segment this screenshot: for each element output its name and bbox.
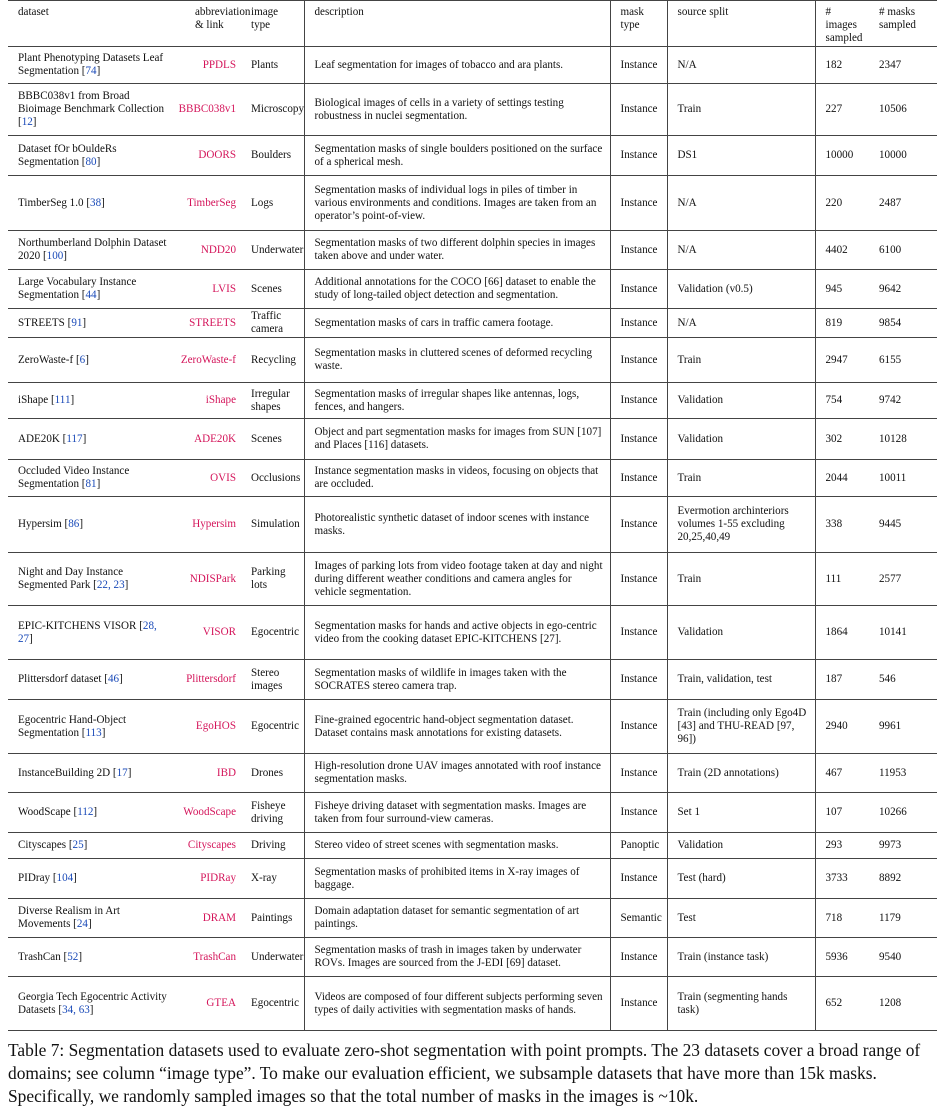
image-type-cell: Egocentric [251, 626, 300, 638]
masks-sampled-cell: 2577 [879, 572, 902, 585]
masks-sampled-cell: 10141 [879, 626, 907, 638]
description-cell: Object and part segmentation masks for images from SUN [107] and Places [116] datasets. [304, 419, 610, 460]
mask-type-cell: Instance [610, 176, 667, 231]
header-abbreviation: abbreviation & link [195, 6, 251, 31]
masks-sampled-cell: 2347 [879, 58, 902, 71]
source-split-cell: Train, validation, test [667, 660, 815, 700]
images-sampled-cell: 293 [815, 833, 869, 859]
description-cell: Images of parking lots from video footage taken at day and night during different weather conditions and camera angles for vehicle segmentation. [304, 553, 610, 606]
description-cell: Segmentation masks of prohibited items in X-ray images of baggage. [304, 859, 610, 899]
mask-type-cell: Instance [610, 270, 667, 309]
dataset-name-cell: Occluded Video Instance Segmentation [81] [18, 465, 130, 490]
dataset-name-cell: iShape [111] [18, 394, 75, 406]
dataset-name-cell: Plittersdorf dataset [46] [18, 673, 123, 685]
image-type-cell: Paintings [251, 911, 293, 924]
images-sampled-cell: 107 [815, 793, 869, 833]
dataset-name: Egocentric Hand-Object Segmentation [18, 713, 127, 739]
source-split-cell: Train (segmenting hands task) [667, 977, 815, 1031]
images-sampled-cell: 4402 [815, 231, 869, 270]
image-type-cell: Fisheye driving [251, 799, 286, 825]
table-row [8, 660, 937, 700]
table-row [8, 497, 937, 553]
abbreviation-link[interactable]: STREETS [189, 316, 236, 329]
mask-type-cell: Instance [610, 497, 667, 553]
citation-link[interactable]: 22, 23 [96, 579, 125, 591]
abbreviation-link[interactable]: ZeroWaste-f [180, 353, 236, 366]
citation-link[interactable]: 91 [71, 316, 83, 329]
images-sampled-cell: 182 [815, 47, 869, 84]
datasets-table [8, 0, 937, 1031]
masks-sampled-cell: 2487 [879, 196, 902, 209]
citation-link[interactable]: 24 [76, 918, 88, 930]
dataset-name: WoodScape [18, 806, 71, 818]
source-split-cell: Validation [667, 606, 815, 660]
source-split-cell: N/A [667, 309, 815, 338]
description-cell: Segmentation masks of cars in traffic camera footage. [304, 309, 610, 338]
dataset-name: Northumberland Dolphin Dataset 2020 [18, 237, 167, 262]
description-cell: Videos are composed of four different subjects performing seven types of daily activities with segmentation masks of hands. [304, 977, 610, 1031]
abbreviation-link[interactable]: NDD20 [200, 243, 236, 256]
dataset-name: BBBC038v1 from Broad Bioimage Benchmark Collection [18, 90, 165, 115]
description-cell: Domain adaptation dataset for semantic segmentation of art paintings. [304, 899, 610, 938]
description-cell: Additional annotations for the COCO [66] dataset to enable the study of long-tailed object detection and segmentation. [304, 270, 610, 309]
header-images-sampled: # images sampled [815, 1, 869, 47]
description-cell: High-resolution drone UAV images annotated with roof instance segmentation masks. [304, 754, 610, 793]
dataset-name-cell: STREETS [91] [18, 316, 87, 329]
table-row [8, 754, 937, 793]
mask-type-cell: Instance [610, 938, 667, 977]
masks-sampled-cell: 10011 [879, 471, 907, 484]
image-type-cell: Underwater [251, 243, 304, 256]
dataset-name-cell: Egocentric Hand-Object Segmentation [113] [18, 713, 127, 739]
mask-type-cell: Instance [610, 136, 667, 176]
table-header-row [8, 1, 937, 47]
description-cell: Fisheye driving dataset with segmentation masks. Images are taken from four surround-view cameras. [304, 793, 610, 833]
table-row [8, 419, 937, 460]
image-type-cell: Traffic camera [251, 310, 284, 335]
images-sampled-cell: 754 [815, 383, 869, 419]
source-split-cell: Validation [667, 383, 815, 419]
table-row [8, 338, 937, 383]
abbreviation-link[interactable]: LVIS [212, 282, 236, 295]
dataset-name: TimberSeg 1.0 [18, 196, 84, 209]
mask-type-cell: Instance [610, 977, 667, 1031]
mask-type-cell: Instance [610, 606, 667, 660]
dataset-name-cell: TimberSeg 1.0 [38] [18, 196, 105, 209]
citation-link[interactable]: 44 [85, 289, 97, 301]
abbreviation-link[interactable]: BBBC038v1 [178, 103, 236, 115]
abbreviation-link[interactable]: Cityscapes [187, 839, 236, 851]
abbreviation-link[interactable]: TimberSeg [187, 196, 236, 209]
citation-link[interactable]: 112 [77, 806, 94, 818]
citation-link[interactable]: 111 [54, 394, 71, 406]
masks-sampled-cell: 6100 [879, 243, 902, 256]
abbreviation-link[interactable]: Hypersim [192, 518, 236, 530]
citation-link[interactable]: 104 [56, 872, 74, 884]
masks-sampled-cell: 11953 [879, 766, 907, 779]
image-type-cell: Drones [251, 766, 284, 779]
dataset-name-cell: Northumberland Dolphin Dataset 2020 [100] [18, 237, 167, 262]
source-split-cell: Validation [667, 833, 815, 859]
images-sampled-cell: 111 [815, 553, 869, 606]
masks-sampled-cell: 6155 [879, 353, 902, 366]
description-cell: Segmentation masks of wildlife in images taken with the SOCRATES stereo camera trap. [304, 660, 610, 700]
mask-type-cell: Instance [610, 231, 667, 270]
dataset-name: PIDray [18, 872, 51, 884]
image-type-cell: Underwater [251, 950, 304, 963]
citation-link[interactable]: 12 [21, 116, 33, 128]
description-cell: Segmentation masks of trash in images taken by underwater ROVs. Images are sourced from the J-EDI [69] dataset. [304, 938, 610, 977]
mask-type-cell: Panoptic [610, 833, 667, 859]
dataset-name-cell: Hypersim [86] [18, 518, 84, 530]
header-image-type: image type [251, 6, 279, 31]
dataset-name-cell: Night and Day Instance Segmented Park [22, 23] [18, 566, 129, 591]
mask-type-cell: Instance [610, 553, 667, 606]
masks-sampled-cell: 9961 [879, 720, 902, 732]
source-split-cell: Train [667, 553, 815, 606]
table-caption: Table 7: Segmentation datasets used to evaluate zero-shot segmentation with point prompts. The 23 datasets cover a broad range of domains; see column “image type”. To make our evaluation efficient, we subsample datasets that have more than 15k masks. Specifically, we randomly sampled images so that the total number of masks in the images is ~10k. [8, 1040, 921, 1106]
abbreviation-link[interactable]: EgoHOS [195, 720, 236, 732]
dataset-name-cell: WoodScape [112] [18, 806, 98, 818]
abbreviation-link[interactable]: TrashCan [193, 950, 236, 963]
image-type-cell: Egocentric [251, 720, 300, 732]
images-sampled-cell: 2947 [815, 338, 869, 383]
mask-type-cell: Instance [610, 47, 667, 84]
image-type-cell: Boulders [251, 149, 292, 161]
table-row [8, 977, 937, 1031]
mask-type-cell: Instance [610, 660, 667, 700]
table-row [8, 859, 937, 899]
citation-link[interactable]: 113 [85, 726, 102, 739]
table-row [8, 700, 937, 754]
source-split-cell: Train [667, 84, 815, 136]
description-cell: Segmentation masks of single boulders positioned on the surface of a spherical mesh. [304, 136, 610, 176]
source-split-cell: Train [667, 460, 815, 497]
dataset-name-cell: InstanceBuilding 2D [17] [18, 766, 132, 779]
header-masks-sampled: # masks sampled [879, 6, 916, 31]
table-row [8, 231, 937, 270]
table-row [8, 899, 937, 938]
masks-sampled-cell: 1208 [879, 997, 902, 1009]
table-row [8, 793, 937, 833]
image-type-cell: Occlusions [251, 471, 301, 484]
masks-sampled-cell: 8892 [879, 872, 902, 884]
mask-type-cell: Instance [610, 383, 667, 419]
dataset-name-cell: ADE20K [117] [18, 432, 87, 445]
masks-sampled-cell: 9642 [879, 282, 902, 295]
mask-type-cell: Instance [610, 309, 667, 338]
images-sampled-cell: 220 [815, 176, 869, 231]
description-cell: Biological images of cells in a variety of settings testing robustness in nuclei segmentation. [304, 84, 610, 136]
citation-link[interactable]: 17 [116, 766, 128, 779]
images-sampled-cell: 945 [815, 270, 869, 309]
image-type-cell: Plants [251, 58, 279, 71]
description-cell: Segmentation masks of irregular shapes like antennas, logs, fences, and hangers. [304, 383, 610, 419]
header-dataset: dataset [18, 6, 49, 18]
source-split-cell: Validation (v0.5) [667, 270, 815, 309]
image-type-cell: Egocentric [251, 997, 300, 1009]
dataset-name-cell: EPIC-KITCHENS VISOR [28, 27] [18, 619, 157, 645]
description-cell: Segmentation masks of two different dolphin species in images taken above and under water. [304, 231, 610, 270]
image-type-cell: Scenes [251, 282, 282, 295]
dataset-name-cell: Georgia Tech Egocentric Activity Datasets [34, 63] [18, 990, 167, 1016]
images-sampled-cell: 227 [815, 84, 869, 136]
dataset-name-cell: TrashCan [52] [18, 950, 83, 963]
image-type-cell: Irregular shapes [251, 387, 290, 413]
image-type-cell: Logs [251, 196, 274, 209]
mask-type-cell: Instance [610, 84, 667, 136]
abbreviation-link[interactable]: Plittersdorf [186, 673, 236, 685]
source-split-cell: DS1 [667, 136, 815, 176]
images-sampled-cell: 2044 [815, 460, 869, 497]
citation-link[interactable]: 38 [90, 196, 102, 209]
images-sampled-cell: 1864 [815, 606, 869, 660]
header-description: description [304, 1, 610, 47]
dataset-name: Georgia Tech Egocentric Activity Datasets [18, 990, 167, 1016]
dataset-name-cell: Large Vocabulary Instance Segmentation [44] [18, 276, 137, 301]
table-row [8, 938, 937, 977]
images-sampled-cell: 467 [815, 754, 869, 793]
images-sampled-cell: 819 [815, 309, 869, 338]
masks-sampled-cell: 9445 [879, 518, 902, 530]
mask-type-cell: Instance [610, 859, 667, 899]
dataset-name: Cityscapes [18, 839, 67, 851]
dataset-name: STREETS [18, 316, 65, 329]
images-sampled-cell: 3733 [815, 859, 869, 899]
mask-type-cell: Instance [610, 793, 667, 833]
source-split-cell: N/A [667, 231, 815, 270]
image-type-cell: X-ray [251, 872, 277, 884]
table-row [8, 460, 937, 497]
table-row [8, 270, 937, 309]
dataset-name: Diverse Realism in Art Movements [18, 905, 120, 930]
dataset-name: Dataset fOr bOuldeRs Segmentation [18, 142, 117, 168]
images-sampled-cell: 187 [815, 660, 869, 700]
dataset-name: InstanceBuilding 2D [18, 766, 111, 779]
abbreviation-link[interactable]: PIDRay [200, 872, 236, 884]
abbreviation-link[interactable]: NDISPark [189, 572, 236, 585]
citation-link[interactable]: 6 [79, 353, 86, 366]
table-row [8, 553, 937, 606]
image-type-cell: Stereo images [251, 666, 283, 692]
masks-sampled-cell: 9973 [879, 839, 902, 851]
citation-link[interactable]: 52 [67, 950, 79, 963]
dataset-name: Night and Day Instance Segmented Park [18, 566, 124, 591]
description-cell: Segmentation masks for hands and active objects in ego-centric video from the cooking dataset EPIC-KITCHENS [27]. [304, 606, 610, 660]
dataset-name-cell: BBBC038v1 from Broad Bioimage Benchmark Collection [12] [18, 90, 165, 128]
mask-type-cell: Instance [610, 460, 667, 497]
masks-sampled-cell: 10506 [879, 103, 907, 115]
abbreviation-link[interactable]: OVIS [210, 471, 236, 484]
masks-sampled-cell: 9742 [879, 394, 902, 406]
masks-sampled-cell: 10000 [879, 149, 907, 161]
description-cell: Photorealistic synthetic dataset of indoor scenes with instance masks. [304, 497, 610, 553]
masks-sampled-cell: 9854 [879, 316, 902, 329]
source-split-cell: Validation [667, 419, 815, 460]
masks-sampled-cell: 546 [879, 673, 896, 685]
image-type-cell: Scenes [251, 432, 282, 445]
abbreviation-link[interactable]: WoodScape [183, 806, 236, 818]
image-type-cell: Simulation [251, 518, 300, 530]
masks-sampled-cell: 10266 [879, 806, 907, 818]
dataset-name: Plant Phenotyping Datasets Leaf Segmentation [18, 52, 164, 77]
source-split-cell: N/A [667, 47, 815, 84]
dataset-name-cell: Diverse Realism in Art Movements [24] [18, 905, 120, 930]
dataset-name-cell: Dataset fOr bOuldeRs Segmentation [80] [18, 142, 117, 168]
dataset-name: Hypersim [18, 518, 62, 530]
dataset-name: ZeroWaste-f [18, 353, 74, 366]
citation-link[interactable]: 28, 27 [18, 619, 157, 645]
source-split-cell: Train (instance task) [667, 938, 815, 977]
masks-sampled-cell: 1179 [879, 911, 901, 924]
dataset-name: iShape [18, 394, 49, 406]
mask-type-cell: Semantic [610, 899, 667, 938]
dataset-name: Large Vocabulary Instance Segmentation [18, 276, 137, 301]
dataset-name-cell: PIDray [104] [18, 872, 77, 884]
dataset-name: EPIC-KITCHENS VISOR [18, 619, 137, 632]
description-cell: Fine-grained egocentric hand-object segmentation dataset. Dataset contains mask annotations for existing datasets. [304, 700, 610, 754]
image-type-cell: Parking lots [251, 566, 286, 591]
dataset-name-cell: Plant Phenotyping Datasets Leaf Segmentation [74] [18, 52, 164, 77]
masks-sampled-cell: 10128 [879, 432, 907, 445]
table-row [8, 136, 937, 176]
table-row [8, 84, 937, 136]
abbreviation-link[interactable]: ADE20K [194, 432, 236, 445]
table-row [8, 833, 937, 859]
abbreviation-link[interactable]: DOORS [198, 149, 236, 161]
header-mask-type: mask type [610, 1, 667, 47]
abbreviation-link[interactable]: DRAM [202, 911, 236, 924]
header-source-split: source split [667, 1, 815, 47]
images-sampled-cell: 2940 [815, 700, 869, 754]
citation-link[interactable]: 74 [85, 65, 97, 77]
images-sampled-cell: 652 [815, 977, 869, 1031]
images-sampled-cell: 5936 [815, 938, 869, 977]
dataset-name-cell: ZeroWaste-f [6] [18, 353, 89, 366]
description-cell: Instance segmentation masks in videos, focusing on objects that are occluded. [304, 460, 610, 497]
citation-link[interactable]: 34, 63 [62, 1003, 90, 1016]
images-sampled-cell: 10000 [815, 136, 869, 176]
source-split-cell: Evermotion archinteriors volumes 1-55 excluding 20,25,40,49 [667, 497, 815, 553]
abbreviation-link[interactable]: VISOR [202, 626, 236, 638]
mask-type-cell: Instance [610, 754, 667, 793]
citation-link[interactable]: 25 [72, 839, 84, 851]
table-row [8, 47, 937, 84]
description-cell: Leaf segmentation for images of tobacco and ara plants. [304, 47, 610, 84]
citation-link[interactable]: 86 [68, 518, 80, 530]
images-sampled-cell: 338 [815, 497, 869, 553]
description-cell: Stereo video of street scenes with segmentation masks. [304, 833, 610, 859]
source-split-cell: Test (hard) [667, 859, 815, 899]
source-split-cell: Set 1 [667, 793, 815, 833]
table-row [8, 176, 937, 231]
citation-link[interactable]: 46 [107, 673, 120, 685]
source-split-cell: N/A [667, 176, 815, 231]
source-split-cell: Train (2D annotations) [667, 754, 815, 793]
mask-type-cell: Instance [610, 338, 667, 383]
table-row [8, 383, 937, 419]
abbreviation-link[interactable]: PPDLS [202, 58, 236, 71]
table-body [8, 47, 937, 1031]
image-type-cell: Recycling [251, 353, 296, 366]
dataset-name-cell: Cityscapes [25] [18, 839, 88, 851]
dataset-name: Plittersdorf dataset [18, 673, 102, 685]
abbreviation-link[interactable]: IBD [216, 766, 236, 779]
images-sampled-cell: 302 [815, 419, 869, 460]
source-split-cell: Test [667, 899, 815, 938]
description-cell: Segmentation masks of individual logs in piles of timber in various environments and conditions. Images are taken from an operator’s point-of-view. [304, 176, 610, 231]
source-split-cell: Train [667, 338, 815, 383]
dataset-name: Occluded Video Instance Segmentation [18, 465, 130, 490]
citation-link[interactable]: 81 [85, 478, 97, 490]
mask-type-cell: Instance [610, 700, 667, 754]
description-cell: Segmentation masks in cluttered scenes of deformed recycling waste. [304, 338, 610, 383]
citation-link[interactable]: 80 [85, 155, 97, 168]
dataset-name: ADE20K [18, 432, 60, 445]
images-sampled-cell: 718 [815, 899, 869, 938]
mask-type-cell: Instance [610, 419, 667, 460]
table-row [8, 606, 937, 660]
table-row [8, 309, 937, 338]
masks-sampled-cell: 9540 [879, 950, 902, 963]
dataset-name: TrashCan [18, 950, 61, 963]
abbreviation-link[interactable]: iShape [205, 394, 236, 406]
image-type-cell: Driving [251, 839, 286, 851]
source-split-cell: Train (including only Ego4D [43] and THU-READ [97, 96]) [667, 700, 815, 754]
abbreviation-link[interactable]: GTEA [206, 997, 236, 1009]
citation-link[interactable]: 117 [66, 432, 83, 445]
image-type-cell: Microscopy [251, 103, 304, 115]
citation-link[interactable]: 100 [46, 250, 64, 262]
